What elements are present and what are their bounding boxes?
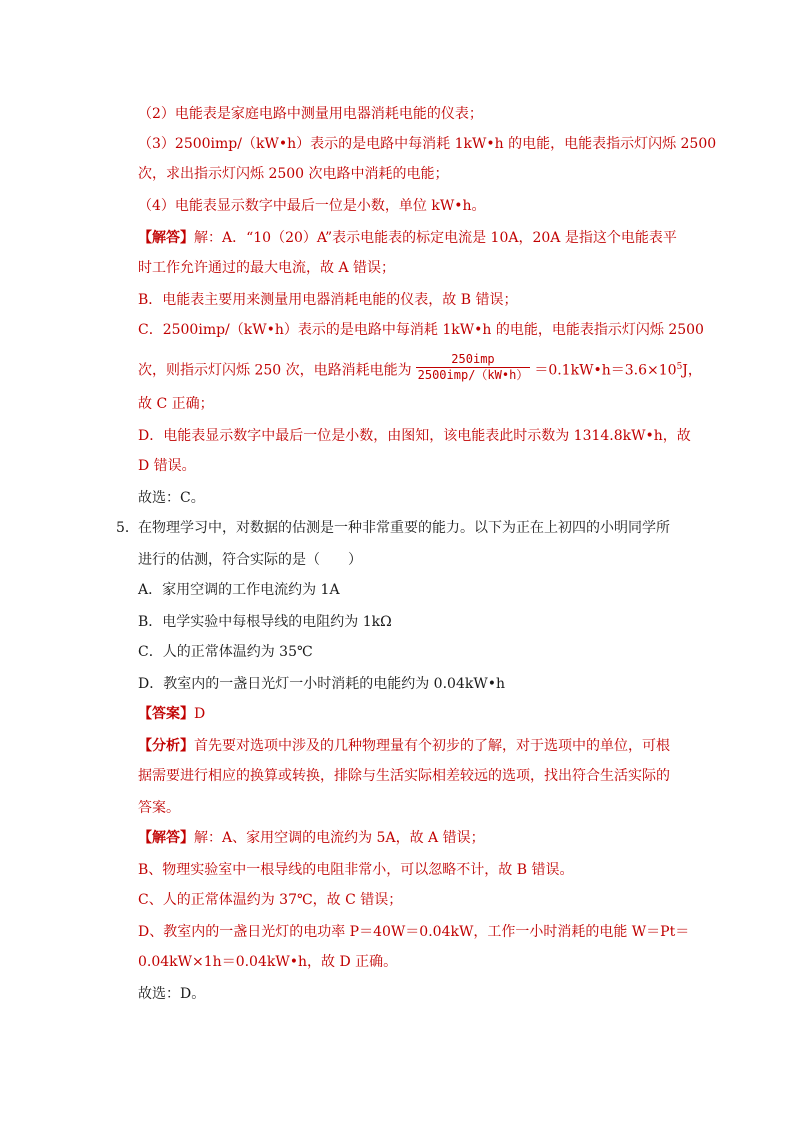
solution-a-text: 解：A．“10（20）A”表示电能表的标定电流是 10A，20A 是指这个电能表平: [194, 230, 677, 246]
analysis-line2: 据需要进行相应的换算或转换，排除与生活实际相差较远的选项，找出符合生活实际的: [138, 768, 670, 784]
question-5-stem-line1: 在物理学习中，对数据的估测是一种非常重要的能力。以下为正在上初四的小明同学所: [138, 520, 670, 536]
option-b: B．电学实验中每根导线的电阻约为 1kΩ: [138, 614, 392, 630]
option-a: A．家用空调的工作电流约为 1A: [138, 582, 340, 598]
option-c: C．人的正常体温约为 35℃: [138, 644, 313, 660]
energy-fraction: [416, 352, 531, 383]
analysis-line3: 答案。: [138, 800, 180, 816]
q5-choice: 故选：D。: [138, 986, 206, 1002]
prev-point-2: （2）电能表是家庭电路中测量用电器消耗电能的仪表；: [138, 106, 483, 122]
q5-solution-a: [138, 828, 485, 848]
q5-solution-tag: 【解答】: [138, 830, 194, 846]
analysis-tag: 【分析】: [138, 738, 194, 754]
prev-point-3-line2: 次，求出指示灯闪烁 2500 次电路中消耗的电能；: [138, 166, 449, 182]
analysis-line1: [138, 736, 670, 756]
prev-solution-b: B．电能表主要用来测量用电器消耗电能的仪表，故 B 错误；: [138, 292, 518, 308]
answer-value: D: [194, 706, 206, 722]
prev-solution-c-line3: 故 C 正确；: [138, 396, 214, 412]
fraction-numerator: 250imp: [416, 352, 531, 368]
prev-point-3-line1: （3）2500imp/（kW•h）表示的是电路中每消耗 1kW•h 的电能，电能表指示灯闪烁 2500: [138, 136, 717, 152]
solution-tag: 【解答】: [138, 230, 194, 246]
exponent: 5: [676, 361, 683, 372]
solution-c-result: ＝0.1kW•h＝3.6×10: [534, 362, 677, 379]
answer-line: [138, 704, 205, 724]
q5-solution-d-line1: D、教室内的一盏日光灯的电功率 P＝40W＝0.04kW，工作一小时消耗的电能 W＝Pt＝: [138, 924, 690, 940]
question-5-number: 5．: [116, 520, 139, 536]
prev-point-4: （4）电能表显示数字中最后一位是小数，单位 kW•h。: [138, 198, 486, 214]
analysis-text: 首先要对选项中涉及的几种物理量有个初步的了解，对于选项中的单位，可根: [194, 738, 670, 754]
prev-solution-a-line1: [138, 228, 677, 248]
solution-c-unit: J，: [682, 362, 702, 379]
solution-c-prefix: 次，则指示灯闪烁 250 次，电路消耗电能为: [138, 362, 412, 379]
prev-solution-d-line2: D 错误。: [138, 458, 196, 474]
fraction-denominator: 2500imp/（kW•h）: [417, 368, 529, 382]
prev-solution-a-line2: 时工作允许通过的最大电流，故 A 错误；: [138, 260, 396, 276]
q5-solution-b: B、物理实验室中一根导线的电阻非常小，可以忽略不计，故 B 错误。: [138, 862, 574, 878]
q5-solution-d-line2: 0.04kW×1h＝0.04kW•h，故 D 正确。: [138, 954, 398, 970]
q5-solution-a-text: 解：A、家用空调的电流约为 5A，故 A 错误；: [194, 830, 485, 846]
prev-choice: 故选：C。: [138, 490, 205, 506]
q5-solution-c: C、人的正常体温约为 37℃，故 C 错误；: [138, 892, 403, 908]
answer-tag: 【答案】: [138, 706, 194, 722]
prev-solution-d-line1: D．电能表显示数字中最后一位是小数，由图知，该电能表此时示数为 1314.8kW•h，故: [138, 428, 691, 444]
option-d: D．教室内的一盏日光灯一小时消耗的电能约为 0.04kW•h: [138, 676, 505, 692]
question-5-stem-line2: 进行的估测，符合实际的是（ ）: [138, 552, 362, 568]
prev-solution-c-line1: C．2500imp/（kW•h）表示的是电路中每消耗 1kW•h 的电能，电能表指示灯闪烁 2500: [138, 322, 704, 338]
prev-solution-c-line2: [138, 352, 702, 386]
